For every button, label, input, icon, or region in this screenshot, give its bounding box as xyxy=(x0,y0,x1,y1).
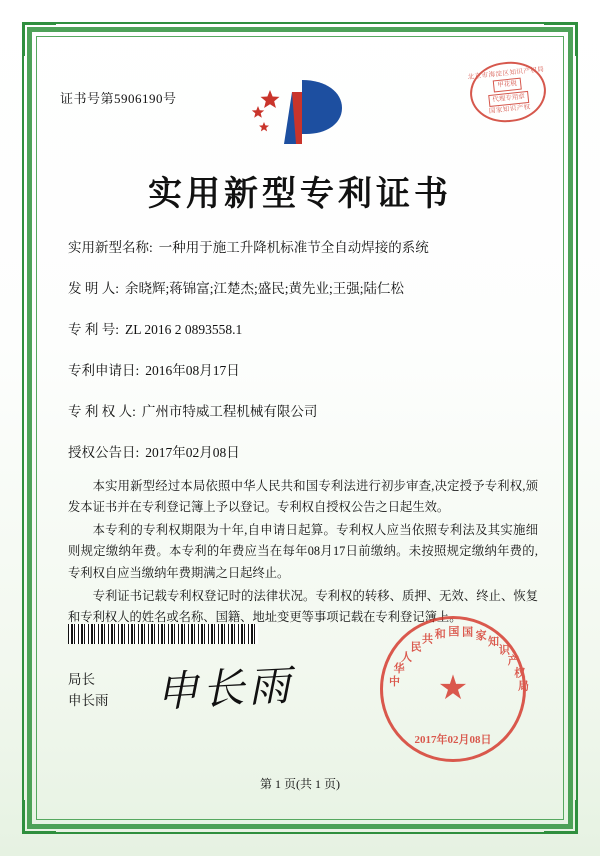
patent-office-logo-icon xyxy=(240,76,360,148)
agency-seal-line1: 北京市海淀区知识产权局 xyxy=(467,66,545,82)
field-label-application-date: 专利申请日: xyxy=(68,363,140,378)
seal-date: 2017年02月08日 xyxy=(414,734,492,746)
agency-seal-box1: 甲花税 xyxy=(493,78,522,93)
field-row-name xyxy=(68,236,540,256)
field-row-inventors xyxy=(68,277,540,297)
field-label-inventors: 发 明 人: xyxy=(68,281,120,296)
paragraph-1: 本实用新型经过本局依照中华人民共和国专利法进行初步审查,决定授予专利权,颁发本证书并在专利登记簿上予以登记。专利权自授权公告之日起生效。 xyxy=(68,479,538,515)
paragraph-3: 专利证书记载专利权登记时的法律状况。专利权的转移、质押、无效、终止、恢复和专利权人的姓名或名称、国籍、地址变更等事项记载在专利登记簿上。 xyxy=(68,588,538,624)
signature-name: 申长雨 xyxy=(68,692,109,708)
agency-seal-box2: 代理专用章 xyxy=(488,91,530,107)
field-value-patent-no: ZL 2016 2 0893558.1 xyxy=(125,322,243,337)
field-value-inventors: 余晓辉;蒋锦富;江楚杰;盛民;黄先业;王强;陆仁松 xyxy=(125,281,405,296)
agency-seal xyxy=(467,58,549,126)
field-row-patent-no xyxy=(68,318,540,338)
field-value-grant-date: 2017年02月08日 xyxy=(145,445,240,460)
barcode xyxy=(68,624,258,644)
field-row-application-date xyxy=(68,359,540,379)
field-value-patentee: 广州市特威工程机械有限公司 xyxy=(141,404,318,419)
body-paragraphs xyxy=(68,476,538,630)
paragraph-2: 本专利的专利权期限为十年,自申请日起算。专利权人应当依照专利法及其实施细则规定缴纳年费。本专利的年费应当在每年08月17日前缴纳。未按照规定缴纳年费的,专利权自应当缴纳年费期满之日起终止。 xyxy=(68,523,538,580)
field-row-patentee xyxy=(68,400,540,420)
certificate-content xyxy=(46,46,554,810)
field-label-patentee: 专 利 权 人: xyxy=(68,404,136,419)
field-row-grant-date xyxy=(68,441,540,461)
signature-block xyxy=(68,670,109,712)
agency-seal-line2: 国家知识产权 xyxy=(488,103,532,115)
signature-title: 局长 xyxy=(68,672,95,687)
official-seal-ring: 中 华 人 民 共 和 国 国 家 知 识 产 权 局 xyxy=(388,626,529,693)
page-footer: 第 1 页(共 1 页) xyxy=(260,777,340,791)
field-label-patent-no: 专 利 号: xyxy=(68,322,120,337)
field-value-name: 一种用于施工升降机标准节全自动焊接的系统 xyxy=(158,240,429,255)
handwritten-signature: 申长雨 xyxy=(155,663,296,717)
seal-emblem-icon: ★ xyxy=(437,670,469,707)
field-value-application-date: 2016年08月17日 xyxy=(145,363,240,378)
field-list xyxy=(68,236,540,482)
official-seal xyxy=(380,616,529,762)
field-label-name: 实用新型名称: xyxy=(68,240,153,255)
page-title: 实用新型专利证书 xyxy=(148,176,452,213)
certificate-number: 证书号第5906190号 xyxy=(60,91,177,106)
field-label-grant-date: 授权公告日: xyxy=(68,445,140,460)
